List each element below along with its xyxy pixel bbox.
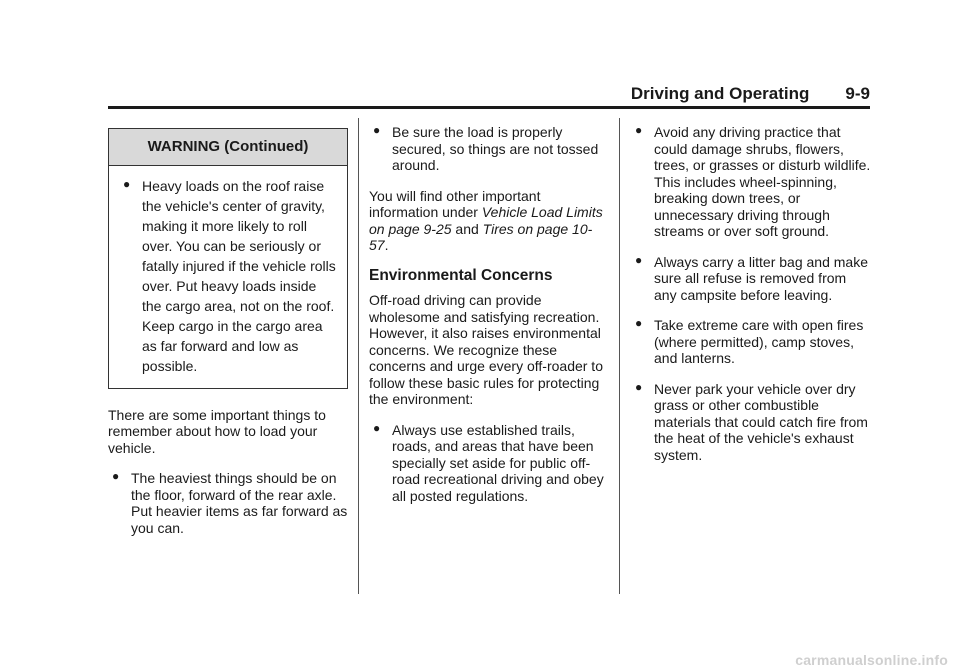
list-item: ● Take extreme care with open fires (where permitted), camp stoves, and lanterns. xyxy=(635,316,864,366)
warning-body xyxy=(109,166,347,388)
link-vehicle-load-limits[interactable]: Vehicle Load Limits on page 9-25 xyxy=(369,204,603,237)
loading-intro: There are some important things to remember about how to load your vehicle. xyxy=(108,406,326,456)
column-1 xyxy=(108,120,348,550)
reference-paragraph: You will find other important information under Vehicle Load Limits on page 9-25 and Tires on page 10-57. xyxy=(369,187,603,253)
column-2 xyxy=(369,124,609,518)
environment-paragraph: Off-road driving can provide wholesome and satisfying recreation. However, it also raises environmental concerns. We recognize these concerns and urge every off-roader to follow these basic rules for protecting the environment: xyxy=(369,292,603,407)
list-item: ● Always carry a litter bag and make sure all refuse is removed from any campsite before leaving. xyxy=(635,252,868,303)
column-3 xyxy=(631,124,871,477)
bullet-icon: ● xyxy=(373,420,381,435)
list-item: ● Be sure the load is properly secured, so things are not tossed around. xyxy=(373,123,599,173)
bullet-icon: ● xyxy=(123,176,131,191)
bullet-icon: ● xyxy=(635,252,643,267)
section-title: Driving and Operating xyxy=(630,84,810,103)
link-tires[interactable]: Tires on page 10-57 xyxy=(369,220,593,253)
column-divider-2 xyxy=(619,118,620,594)
bullet-icon: ● xyxy=(635,379,643,394)
page-header xyxy=(108,82,870,109)
bullet-icon: ● xyxy=(635,123,643,137)
warning-title: WARNING (Continued) xyxy=(109,129,347,166)
watermark: carmanualsonline.info xyxy=(795,652,948,668)
list-item: ● Avoid any driving practice that could damage shrubs, flowers, trees, or grasses or disturb wildlife. This includes wheel-spinning, breaking down trees, or unnecessary driving through streams or over soft ground. xyxy=(635,123,871,239)
list-item: ● The heaviest things should be on the floor, forward of the rear axle. Put heavier items as far forward as you can. xyxy=(112,469,348,536)
section-heading: Environmental Concerns xyxy=(369,266,553,284)
warning-box xyxy=(108,128,348,389)
list-item: ● Never park your vehicle over dry grass or other combustible materials that could catch fire from the heat of the vehicle's exhaust system. xyxy=(635,379,868,463)
page-number: 9-9 xyxy=(845,84,870,103)
bullet-icon: ● xyxy=(635,316,643,330)
list-item: ● Always use established trails, roads, and areas that have been specially set aside for public off-road recreational driving and obey all posted regulations. xyxy=(373,420,604,504)
column-divider-1 xyxy=(358,118,359,594)
bullet-icon: ● xyxy=(373,123,381,137)
warning-bullet: ● Heavy loads on the roof raise the vehicle's center of gravity, making it more likely to roll over. You can be seriously or fatally injured if the vehicle rolls over. Put heavy loads inside the cargo area, not on the roof. Keep cargo in the cargo area as far forward and low as possible. xyxy=(119,176,337,376)
bullet-icon: ● xyxy=(112,469,120,483)
